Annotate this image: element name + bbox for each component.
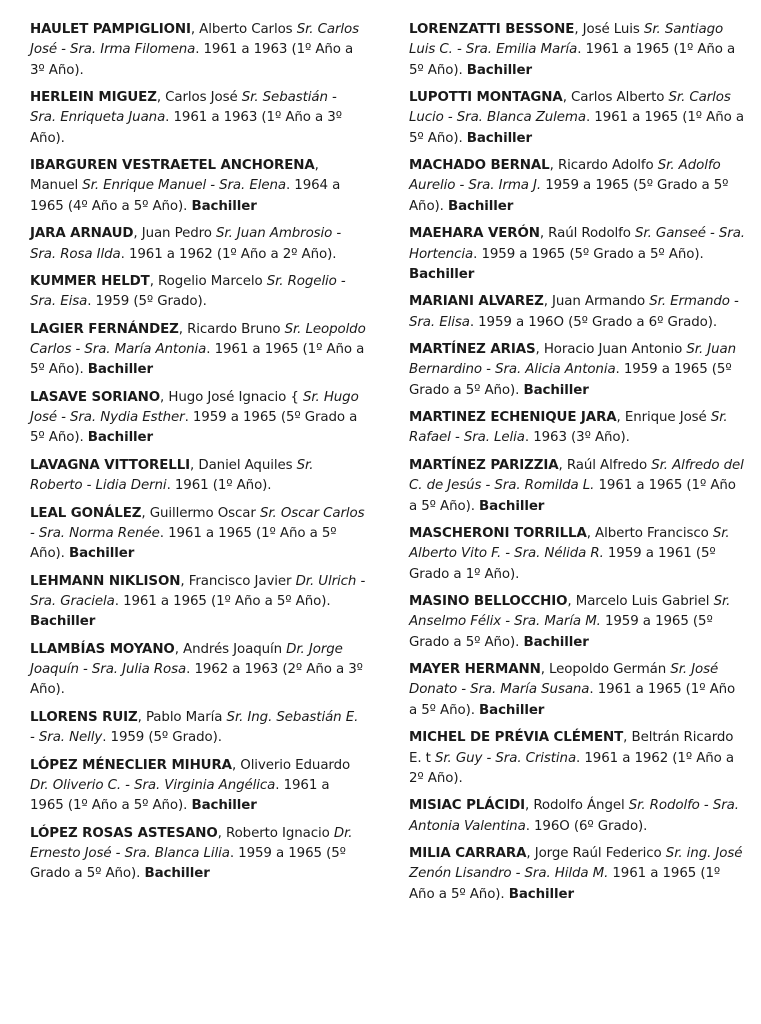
- parents-names: Sr. Ganseé - Sra. Hortencia: [409, 226, 745, 262]
- given-names: , Jorge Raúl Federico: [526, 846, 666, 862]
- list-item: [409, 224, 745, 285]
- parents-names: Sr. Juan Bernardino - Sra. Alicia Antonia: [409, 342, 736, 378]
- given-names: , Juan Armando: [543, 294, 650, 310]
- list-item: [409, 728, 745, 789]
- attendance-details: 1961 a 1965 (1º Año a 5º Año).: [409, 478, 736, 514]
- attendance-details: . 1959 a 1965 (5º Grado a 5º Año).: [30, 410, 358, 446]
- list-item: [30, 824, 366, 885]
- attendance-details: . 1961 a 1963 (1º Año a 3º Año).: [30, 110, 342, 146]
- given-names: , Francisco Javier: [180, 573, 296, 589]
- attendance-details: . 196O (6º Grado).: [525, 818, 648, 834]
- student-name: JARA ARNAUD: [30, 226, 134, 242]
- list-item: [30, 756, 366, 817]
- student-name: MARTINEZ ECHENIQUE JARA: [409, 410, 617, 426]
- parents-names: Sr. Rogelio - Sra. Eisa: [30, 274, 346, 310]
- attendance-details: . 1959 (5º Grado).: [87, 294, 207, 310]
- attendance-details: . 1961 a 1965 (1º Año a 5º Año).: [409, 110, 744, 146]
- bachiller-label: Bachiller: [479, 702, 545, 718]
- parents-names: Sr. Anselmo Félix - Sra. María M.: [409, 594, 731, 630]
- student-name: LORENZATTI BESSONE: [409, 22, 575, 37]
- student-name: MAYER HERMANN: [409, 662, 541, 678]
- attendance-details: . 1961 a 1965 (1º Año a 5º Año).: [114, 594, 331, 610]
- parents-names: Sr. Carlos Lucio - Sra. Blanca Zulema: [409, 90, 731, 126]
- right-column: [409, 20, 745, 912]
- given-names: , Pablo María: [137, 709, 227, 725]
- bachiller-label: Bachiller: [68, 546, 135, 562]
- list-item: [409, 292, 745, 333]
- parents-names: Sr. Ermando - Sra. Elisa: [409, 294, 739, 330]
- attendance-details: . 1961 a 1965 (1º Año a 5º Año).: [30, 526, 337, 562]
- attendance-details: 1959 a 1965 (5º Grado a 5º Año).: [409, 614, 713, 650]
- attendance-details: . 1961 a 1962 (1º Año a 2º Año).: [409, 750, 735, 786]
- parents-names: Sr. Rodolfo - Sra. Antonia Valentina: [409, 798, 739, 834]
- given-names: , Roberto Ignacio: [217, 825, 334, 841]
- attendance-details: . 1961 a 1965 (1º Año a 5º Año).: [30, 342, 365, 378]
- parents-names: Sr. ing. José Zenón Lisandro - Sra. Hilda M.: [409, 846, 743, 882]
- bachiller-label: Bachiller: [87, 430, 154, 446]
- student-name: LAGIER FERNÁNDEZ: [30, 321, 179, 337]
- parents-names: Sr. Alfredo del C. de Jesús - Sra. Romilda L.: [409, 457, 744, 494]
- parents-names: Dr. Ulrich - Sra. Graciela: [30, 573, 366, 610]
- bachiller-label: Bachiller: [466, 62, 533, 78]
- student-name: LAVAGNA VITTORELLI: [30, 457, 191, 473]
- list-item: [409, 88, 745, 149]
- given-names: , Rogelio Marcelo: [149, 274, 267, 290]
- given-names: , Ricardo Adolfo: [549, 158, 658, 174]
- attendance-details: . 1961 (1º Año).: [166, 478, 272, 494]
- bachiller-label: Bachiller: [30, 614, 96, 630]
- list-item: [30, 20, 366, 81]
- parents-names: Sr. Sebastián - Sra. Enriqueta Juana: [30, 90, 337, 126]
- attendance-details: . 1959 a 1965 (5º Grado a 5º Año).: [473, 246, 704, 262]
- list-item: [30, 388, 366, 449]
- list-item: [30, 224, 366, 265]
- given-names: , Leopoldo Germán: [540, 662, 671, 678]
- student-name: MISIAC PLÁCIDI: [409, 798, 526, 814]
- bachiller-label: Bachiller: [447, 198, 514, 214]
- list-item: [409, 340, 745, 401]
- given-names: , Enrique José: [616, 410, 711, 426]
- parents-names: Sr. Enrique Manuel - Sra. Elena: [82, 178, 286, 194]
- given-names: , Carlos Alberto: [562, 90, 669, 106]
- list-item: [30, 272, 366, 313]
- parents-names: Sr. Oscar Carlos - Sra. Norma Renée: [30, 505, 365, 542]
- parents-names: Sr. Ing. Sebastián E. - Sra. Nelly: [30, 709, 359, 746]
- list-item: [409, 156, 745, 217]
- student-name: LEHMANN NIKLISON: [30, 573, 181, 589]
- student-name: LÓPEZ MÉNECLIER MIHURA: [30, 757, 232, 773]
- given-names: , Ricardo Bruno: [178, 321, 285, 337]
- given-names: , Horacio Juan Antonio: [535, 342, 687, 358]
- given-names: , Daniel Aquiles: [190, 457, 297, 473]
- list-item: [409, 844, 745, 905]
- list-item: [30, 504, 366, 565]
- bachiller-label: Bachiller: [523, 634, 589, 650]
- bachiller-label: Bachiller: [479, 498, 545, 514]
- student-name: KUMMER HELDT: [30, 274, 150, 290]
- student-name: MICHEL DE PRÉVIA CLÉMENT: [409, 730, 624, 746]
- list-item: [30, 88, 366, 149]
- parents-names: Sr. Rafael - Sra. Lelia: [409, 410, 728, 446]
- bachiller-label: Bachiller: [409, 266, 475, 282]
- parents-names: Sr. Hugo José - Sra. Nydia Esther: [30, 389, 359, 426]
- attendance-details: 1961 a 1965 (1º Año a 5º Año).: [409, 866, 721, 902]
- parents-names: Sr. Alberto Vito F. - Sra. Nélida R.: [409, 526, 730, 562]
- given-names: , Andrés Joaquín: [174, 641, 287, 657]
- student-name: MACHADO BERNAL: [409, 158, 550, 174]
- student-name: HERLEIN MIGUEZ: [30, 90, 157, 106]
- attendance-details: . 1961 a 1963 (1º Año a 3º Año).: [30, 42, 354, 78]
- attendance-details: . 1959 a 196O (5º Grado a 6º Grado).: [469, 314, 718, 330]
- bachiller-label: Bachiller: [508, 886, 575, 902]
- parents-names: Sr. Roberto - Lidia Derni: [30, 457, 314, 494]
- parents-names: Sr. Adolfo Aurelio - Sra. Irma J.: [409, 158, 721, 194]
- parents-names: Sr. Juan Ambrosio - Sra. Rosa Ilda: [30, 226, 342, 262]
- student-name: MARTÍNEZ PARIZZIA: [409, 457, 559, 473]
- list-item: [409, 524, 745, 585]
- student-name: MILIA CARRARA: [409, 846, 527, 862]
- parents-names: Sr. Carlos José - Sra. Irma Filomena: [30, 22, 359, 58]
- given-names: , Carlos José: [156, 90, 242, 106]
- bachiller-label: Bachiller: [466, 130, 533, 146]
- student-name: HAULET PAMPIGLIONI: [30, 22, 191, 37]
- parents-names: Sr. Guy - Sra. Cristina: [434, 750, 577, 766]
- attendance-details: 1959 a 1961 (5º Grado a 1º Año).: [409, 546, 716, 582]
- list-item: [409, 660, 745, 721]
- given-names: , Oliverio Eduardo: [231, 757, 351, 773]
- attendance-details: . 1959 a 1965 (5º Grado a 5º Año).: [409, 362, 732, 398]
- student-name: LLAMBÍAS MOYANO: [30, 641, 175, 657]
- student-name: MARTÍNEZ ARIAS: [409, 342, 536, 358]
- student-name: LÓPEZ ROSAS ASTESANO: [30, 825, 218, 841]
- list-item: [409, 20, 745, 81]
- left-column: [30, 20, 366, 892]
- parents-names: Sr. Leopoldo Carlos - Sra. María Antonia: [30, 321, 366, 358]
- given-names: , José Luis: [574, 22, 644, 37]
- attendance-details: 1959 a 1965 (5º Grado a 5º Año).: [409, 178, 729, 214]
- given-names: , Beltrán Ricardo E. t: [409, 730, 734, 766]
- list-item: [409, 408, 745, 449]
- given-names: , Manuel: [30, 158, 319, 194]
- bachiller-label: Bachiller: [144, 866, 210, 882]
- bachiller-label: Bachiller: [87, 362, 154, 378]
- attendance-details: . 1961 a 1965 (1º Año a 5º Año).: [30, 778, 330, 814]
- parents-names: Dr. Jorge Joaquín - Sra. Julia Rosa: [30, 641, 343, 678]
- attendance-details: . 1963 (3º Año).: [524, 430, 630, 446]
- given-names: , Hugo José Ignacio {: [160, 389, 303, 405]
- parents-names: Sr. Santiago Luis C. - Sra. Emilia María: [409, 22, 724, 58]
- student-name: MAEHARA VERÓN: [409, 226, 540, 242]
- student-name: MASCHERONI TORRILLA: [409, 526, 587, 542]
- given-names: , Raúl Rodolfo: [539, 226, 636, 242]
- student-name: LLORENS RUIZ: [30, 709, 138, 725]
- parents-names: Dr. Oliverio C. - Sra. Virginia Angélica: [30, 778, 276, 794]
- given-names: , Marcelo Luis Gabriel: [567, 594, 714, 610]
- given-names: , Rodolfo Ángel: [525, 798, 629, 814]
- student-name: MASINO BELLOCCHIO: [409, 594, 568, 610]
- parents-names: Dr. Ernesto José - Sra. Blanca Lilia: [30, 825, 353, 862]
- parents-names: Sr. José Donato - Sra. María Susana: [409, 662, 719, 698]
- student-name: LEAL GONÁLEZ: [30, 505, 142, 521]
- list-item: [30, 640, 366, 701]
- given-names: , Juan Pedro: [133, 226, 216, 242]
- given-names: , Raúl Alfredo: [558, 457, 652, 473]
- bachiller-label: Bachiller: [523, 382, 589, 398]
- given-names: , Alberto Francisco: [586, 526, 713, 542]
- student-name: MARIANI ALVAREZ: [409, 294, 544, 310]
- list-item: [30, 320, 366, 381]
- attendance-details: . 1964 a 1965 (4º Año a 5º Año).: [30, 178, 341, 214]
- list-item: [409, 456, 745, 517]
- attendance-details: . 1962 a 1963 (2º Año a 3º Año).: [30, 662, 363, 698]
- given-names: , Guillermo Oscar: [141, 505, 260, 521]
- list-item: [30, 708, 366, 749]
- student-name: IBARGUREN VESTRAETEL ANCHORENA: [30, 158, 315, 174]
- list-item: [30, 572, 366, 633]
- bachiller-label: Bachiller: [191, 798, 257, 814]
- attendance-details: . 1961 a 1965 (1º Año a 5º Año).: [409, 682, 736, 718]
- list-item: [409, 796, 745, 837]
- attendance-details: . 1959 (5º Grado).: [102, 730, 222, 746]
- list-item: [409, 592, 745, 653]
- list-item: [30, 156, 366, 217]
- student-name: LASAVE SORIANO: [30, 389, 161, 405]
- bachiller-label: Bachiller: [191, 198, 257, 214]
- attendance-details: . 1961 a 1962 (1º Año a 2º Año).: [120, 246, 337, 262]
- attendance-details: . 1961 a 1965 (1º Año a 5º Año).: [409, 42, 736, 78]
- attendance-details: . 1959 a 1965 (5º Grado a 5º Año).: [30, 846, 346, 882]
- given-names: , Alberto Carlos: [190, 22, 297, 37]
- student-name: LUPOTTI MONTAGNA: [409, 90, 563, 106]
- list-item: [30, 456, 366, 497]
